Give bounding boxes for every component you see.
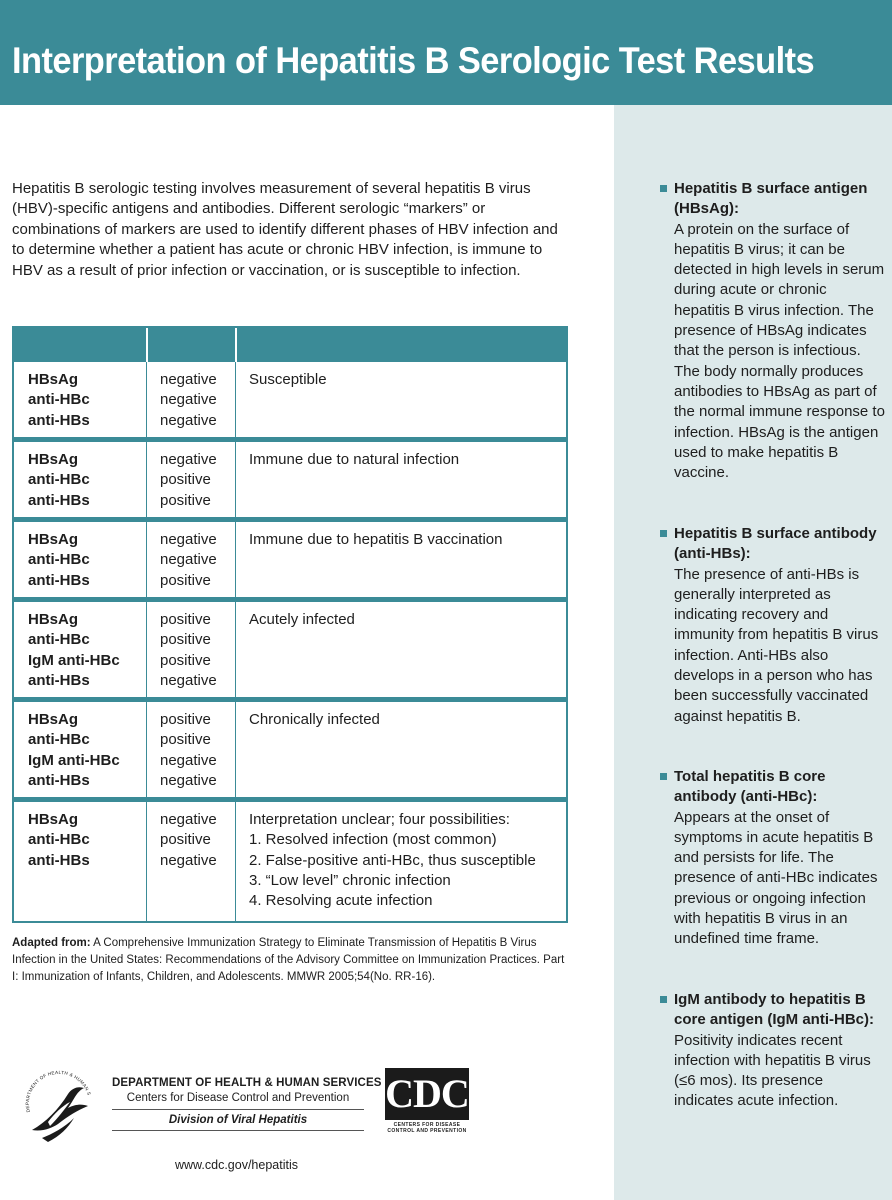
division-name: Division of Viral Hepatitis [168,1114,308,1126]
marker-name: anti-HBs [28,491,90,509]
interp-cell [249,610,569,630]
definition-hbsag [674,179,886,483]
interpretation-line: Susceptible [249,371,327,388]
marker-name: IgM anti-HBc [28,651,120,669]
marker-name: HBsAg [28,371,79,388]
marker-name: anti-HBs [28,771,90,789]
definition-body: Appears at the onset of symptoms in acute hepatitis B and persists for life. The presence of anti-HBc indicates previous or ongoing infection with hepatitis B virus in an undefined time frame. [674,808,878,948]
interp-cell [249,530,569,550]
result-value: negative [160,811,217,828]
markers-cell [28,450,148,511]
marker-name: anti-HBc [28,731,90,749]
marker-name: anti-HBc [28,631,90,649]
table-row [14,442,566,517]
square-bullet-icon [660,996,667,1003]
definition-title: IgM antibody to hepatitis B core antigen (IgM anti-HBc): [674,991,875,1029]
divider [112,1109,364,1110]
marker-name: HBsAg [28,811,79,828]
results-cell [160,370,240,431]
header-divider [235,328,237,362]
result-value: positive [160,571,211,589]
result-value: negative [160,551,217,569]
results-cell [160,450,240,511]
marker-name: HBsAg [28,451,79,468]
square-bullet-icon [660,185,667,192]
marker-name: anti-HBs [28,671,90,689]
website-url[interactable]: www.cdc.gov/hepatitis [175,1158,298,1172]
definition-body: Positivity indicates recent infection with hepatitis B virus (≤6 mos). Its presence indicates acute infection. [674,1031,871,1110]
table-row [14,802,566,921]
table-row [14,602,566,697]
result-value: negative [160,371,217,388]
citation [12,935,572,986]
serology-table [12,326,568,923]
interpretation-line: Immune due to hepatitis B vaccination [249,531,503,548]
cdc-logo-tagline: CENTERS FOR DISEASE CONTROL AND PREVENTION [387,1122,467,1134]
citation-label: Adapted from: [12,937,91,949]
marker-name: IgM anti-HBc [28,751,120,769]
result-value: positive [160,731,211,749]
interp-cell [249,710,569,730]
interpretation-line: 4. Resolving acute infection [249,892,433,910]
result-value: negative [160,391,217,409]
interpretation-line: 1. Resolved infection (most common) [249,831,497,849]
definition-anti-hbc [674,767,886,950]
result-value: negative [160,671,217,689]
interpretation-line: Immune due to natural infection [249,451,460,468]
result-value: negative [160,851,217,869]
result-value: positive [160,491,211,509]
interpretation-line: Acutely infected [249,611,355,628]
definition-title: Hepatitis B surface antibody (anti-HBs): [674,525,877,563]
results-cell [160,710,240,791]
centers-name: Centers for Disease Control and Prevention [126,1092,350,1104]
result-value: positive [160,651,211,669]
interp-cell [249,810,569,911]
marker-name: anti-HBc [28,471,90,489]
result-value: positive [160,471,211,489]
marker-name: anti-HBs [28,411,90,429]
result-value: positive [160,631,211,649]
table-row [14,702,566,797]
table-row [14,362,566,437]
result-value: positive [160,711,211,728]
marker-name: anti-HBc [28,551,90,569]
cdc-logo-mark: CDC [385,1068,469,1120]
interpretation-line: Interpretation unclear; four possibilities: [249,811,510,828]
table-row [14,522,566,597]
definition-anti-hbs [674,524,886,727]
title-banner [0,0,892,105]
marker-name: HBsAg [28,611,79,628]
svg-text:DEPARTMENT OF HEALTH & HUMAN S [18,1052,92,1113]
square-bullet-icon [660,530,667,537]
hhs-department-block [112,1077,382,1131]
interp-cell [249,370,569,390]
marker-name: anti-HBc [28,831,90,849]
definitions-sidebar [614,105,892,1200]
markers-cell [28,610,148,691]
hhs-seal-text: DEPARTMENT OF HEALTH & HUMAN S [24,1069,92,1113]
intro-paragraph: Hepatitis B serologic testing involves measurement of several hepatitis B virus (HBV)-specific antigens and antibodies. Different serologic “markers” or combinations of markers are used to identify different phases of HBV infection and to determine whether a patient has acute or chronic HBV infection, is immune to HBV as a result of prior infection or vaccination, or is susceptible to infection. [12,180,558,279]
result-value: positive [160,831,211,849]
square-bullet-icon [660,773,667,780]
interpretation-line: 2. False-positive anti-HBc, thus susceptible [249,851,536,869]
interpretation-line: 3. “Low level” chronic infection [249,871,451,889]
marker-name: anti-HBc [28,391,90,409]
definition-title: Hepatitis B surface antigen (HBsAg): [674,180,868,218]
definition-body: The presence of anti-HBs is generally interpreted as indicating recovery and immunity from hepatitis B virus infection. Anti-HBs also develops in a person who has been successfully vaccinated against hepatitis B. [674,565,879,725]
department-name: DEPARTMENT OF HEALTH & HUMAN SERVICES [112,1077,382,1089]
cdc-logo [385,1068,469,1134]
result-value: positive [160,611,211,628]
marker-name: HBsAg [28,711,79,728]
markers-cell [28,530,148,591]
result-value: negative [160,411,217,429]
definition-igm-anti-hbc [674,990,886,1112]
definition-title: Total hepatitis B core antibody (anti-HBc): [674,768,826,806]
divider [112,1130,364,1131]
marker-name: anti-HBs [28,851,90,869]
hhs-eagle-logo [18,1052,96,1144]
result-value: negative [160,531,217,548]
page-title: Interpretation of Hepatitis B Serologic Test Results [12,40,815,81]
results-cell [160,610,240,691]
result-value: negative [160,751,217,769]
citation-text: A Comprehensive Immunization Strategy to Eliminate Transmission of Hepatitis B Virus Infection in the United States: Recommendations of the Advisory Committee on Immunization Practices. Part I: Immunization of Infants, Children, and Adolescents. MMWR 2005;54(No. RR-16). [12,937,565,983]
marker-name: anti-HBs [28,571,90,589]
results-cell [160,530,240,591]
markers-cell [28,710,148,791]
interpretation-line: Chronically infected [249,711,380,728]
marker-name: HBsAg [28,531,79,548]
header-divider [146,328,148,362]
result-value: negative [160,771,217,789]
markers-cell [28,810,148,871]
results-cell [160,810,240,871]
definition-body: A protein on the surface of hepatitis B virus; it can be detected in high levels in serum during acute or chronic hepatitis B virus infection. The presence of HBsAg indicates that the person is infectious. The body normally produces antibodies to HBsAg as part of the normal immune response to infection. HBsAg is the antigen used to make hepatitis B vaccine. [674,220,885,482]
table-header [14,328,566,362]
result-value: negative [160,451,217,468]
markers-cell [28,370,148,431]
interp-cell [249,450,569,470]
